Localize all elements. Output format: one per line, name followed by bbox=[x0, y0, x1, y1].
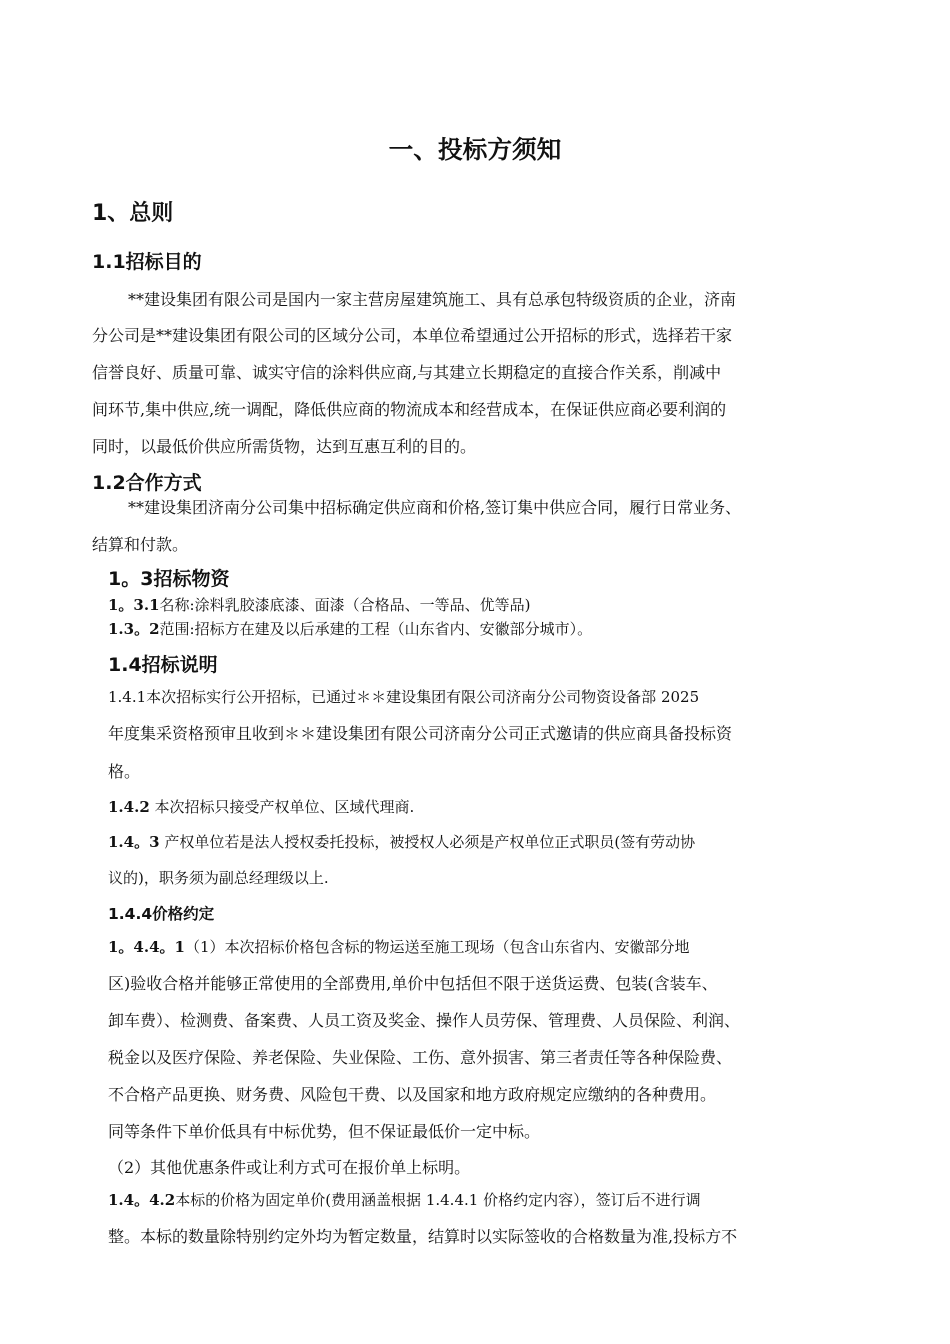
paragraph-line: 卸车费）、检测费、备案费、人员工资及奖金、操作人员劳保、管理费、人员保险、利润、 bbox=[108, 1011, 741, 1030]
heading-1-4: 1.4招标说明 bbox=[108, 654, 218, 676]
item-number: 1。3.1 bbox=[108, 596, 160, 614]
paragraph-1-4-2 bbox=[108, 796, 414, 817]
item-number: 1.4。4.2 bbox=[108, 1191, 176, 1209]
item-number: 1。4.4。1 bbox=[108, 938, 185, 956]
paragraph-line: **建设集团有限公司是国内一家主营房屋建筑施工、具有总承包特级资质的企业，济南 bbox=[128, 290, 737, 309]
item-number: 1.3。2 bbox=[108, 620, 160, 638]
item-text: 本次招标只接受产权单位、区域代理商. bbox=[149, 798, 415, 816]
item-1-3-1 bbox=[108, 594, 530, 615]
paragraph-line: 年度集采资格预审且收到＊＊建设集团有限公司济南分公司正式邀请的供应商具备投标资 bbox=[108, 724, 733, 743]
item-text: 本标的价格为固定单价(费用涵盖根据 1.4.4.1 价格约定内容），签订后不进行调 bbox=[175, 1191, 701, 1209]
item-text: 名称:涂料乳胶漆底漆、面漆（合格品、一等品、优等品) bbox=[159, 596, 531, 614]
heading-1-3: 1。3招标物资 bbox=[108, 568, 230, 590]
heading-1-2: 1.2合作方式 bbox=[92, 472, 202, 494]
paragraph-line: 同时，以最低价供应所需货物，达到互惠互利的目的。 bbox=[92, 437, 477, 456]
item-text: 范围:招标方在建及以后承建的工程（山东省内、安徽部分城市）。 bbox=[159, 620, 593, 638]
heading-1-4-4: 1.4.4价格约定 bbox=[108, 905, 215, 923]
paragraph-line: （2）其他优惠条件或让利方式可在报价单上标明。 bbox=[108, 1158, 471, 1177]
paragraph-line: 结算和付款。 bbox=[92, 535, 189, 554]
paragraph-line: 1.4.1本次招标实行公开招标，已通过＊＊建设集团有限公司济南分公司物资设备部 2025 bbox=[108, 688, 700, 706]
item-number: 1.4。3 bbox=[108, 833, 160, 851]
heading-1-1: 1.1招标目的 bbox=[92, 251, 202, 273]
paragraph-line: 同等条件下单价低具有中标优势，但不保证最低价一定中标。 bbox=[108, 1122, 541, 1141]
paragraph-line: 区)验收合格并能够正常使用的全部费用,单价中包括但不限于送货运费、包装(含装车、 bbox=[108, 974, 718, 993]
paragraph-1-4-4-2 bbox=[108, 1189, 701, 1210]
paragraph-line: 间环节,集中供应,统一调配，降低供应商的物流成本和经营成本，在保证供应商必要利润的 bbox=[92, 400, 727, 419]
paragraph-1-4-3 bbox=[108, 831, 695, 852]
document-title: 一、投标方须知 bbox=[388, 135, 562, 164]
paragraph-1-4-4-1 bbox=[108, 936, 690, 957]
paragraph-line: 格。 bbox=[108, 762, 141, 781]
paragraph-line: 整。本标的数量除特别约定外均为暂定数量，结算时以实际签收的合格数量为准,投标方不 bbox=[108, 1227, 738, 1246]
item-number: 1.4.2 bbox=[108, 798, 150, 816]
item-text: 产权单位若是法人授权委托投标，被授权人必须是产权单位正式职员(签有劳动协 bbox=[159, 833, 696, 851]
paragraph-line: 税金以及医疗保险、养老保险、失业保险、工伤、意外损害、第三者责任等各种保险费、 bbox=[108, 1048, 733, 1067]
paragraph-line: 议的)，职务须为副总经理级以上. bbox=[108, 869, 329, 887]
paragraph-line: 信誉良好、质量可靠、诚实守信的涂料供应商,与其建立长期稳定的直接合作关系，削减中 bbox=[92, 363, 722, 382]
item-text: （1）本次招标价格包含标的物运送至施工现场（包含山东省内、安徽部分地 bbox=[184, 938, 690, 956]
item-1-3-2 bbox=[108, 618, 592, 639]
paragraph-line: 不合格产品更换、财务费、风险包干费、以及国家和地方政府规定应缴纳的各种费用。 bbox=[108, 1085, 717, 1104]
section-heading-general: 1、总则 bbox=[92, 201, 174, 226]
paragraph-line: 分公司是**建设集团有限公司的区域分公司，本单位希望通过公开招标的形式，选择若干家 bbox=[92, 326, 733, 345]
paragraph-line: **建设集团济南分公司集中招标确定供应商和价格,签订集中供应合同，履行日常业务、 bbox=[128, 498, 742, 517]
